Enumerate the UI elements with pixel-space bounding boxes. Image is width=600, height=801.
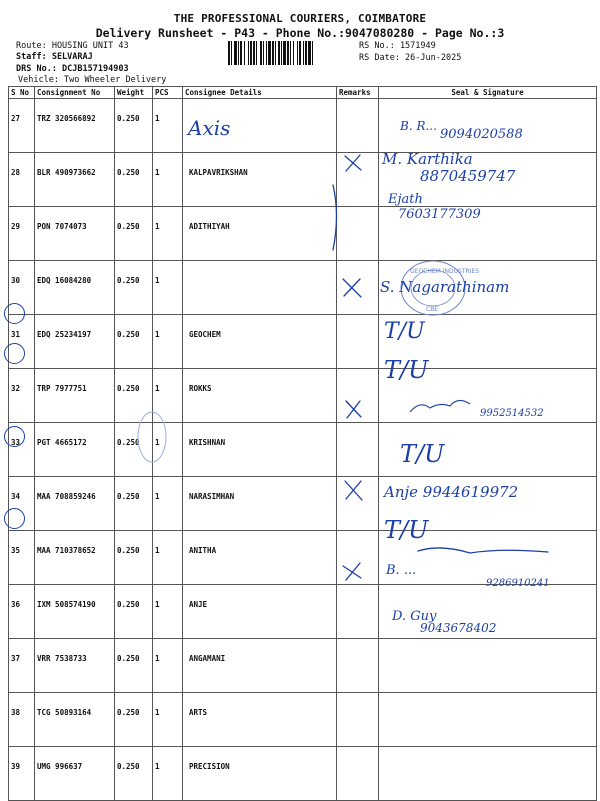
remarks-cell bbox=[337, 315, 379, 369]
row-circle-mark bbox=[4, 303, 25, 324]
column-header: Weight bbox=[115, 87, 153, 99]
consignee-cell: KRISHNAN bbox=[183, 423, 337, 477]
consignment-number-cell: TRP 7977751 bbox=[35, 369, 115, 423]
pieces-cell: 1 bbox=[153, 531, 183, 585]
consignee-cell bbox=[183, 99, 337, 153]
vehicle-label: Vehicle: Two Wheeler Delivery bbox=[18, 75, 167, 85]
consignment-number-cell: TCG 50893164 bbox=[35, 693, 115, 747]
serial-number-cell: 37 bbox=[9, 639, 35, 693]
weight-cell: 0.250 bbox=[115, 639, 153, 693]
handwritten-signature: Ejath bbox=[388, 192, 423, 207]
remarks-cell bbox=[337, 693, 379, 747]
handwritten-signature: T/U bbox=[384, 356, 429, 384]
drs-label: DRS No.: DCJB157194903 bbox=[16, 64, 129, 74]
consignee-cell: ROKKS bbox=[183, 369, 337, 423]
table-row bbox=[9, 477, 597, 531]
weight-cell: 0.250 bbox=[115, 207, 153, 261]
handwritten-phone: 9043678402 bbox=[420, 621, 497, 635]
signature-cell bbox=[379, 693, 597, 747]
serial-number-cell: 28 bbox=[9, 153, 35, 207]
table-header-row bbox=[9, 87, 597, 99]
table-row bbox=[9, 207, 597, 261]
consignee-cell: ADITHIYAH bbox=[183, 207, 337, 261]
serial-number-cell: 36 bbox=[9, 585, 35, 639]
signature-cell bbox=[379, 531, 597, 585]
table-row bbox=[9, 261, 597, 315]
consignment-number-cell: MAA 708859246 bbox=[35, 477, 115, 531]
consignment-number-cell: VRR 7538733 bbox=[35, 639, 115, 693]
table-row bbox=[9, 531, 597, 585]
consignment-number-cell: MAA 710378652 bbox=[35, 531, 115, 585]
column-header: PCS bbox=[153, 87, 183, 99]
remarks-cell bbox=[337, 531, 379, 585]
remarks-cell bbox=[337, 639, 379, 693]
rs-number: RS No.: 1571949 bbox=[359, 41, 436, 51]
handwritten-signature: B. R... bbox=[400, 119, 437, 133]
signature-cell bbox=[379, 639, 597, 693]
consignee-cell: PRECISION bbox=[183, 747, 337, 801]
serial-number-cell: 39 bbox=[9, 747, 35, 801]
rs-date: RS Date: 26-Jun-2025 bbox=[359, 53, 462, 63]
signature-cell bbox=[379, 369, 597, 423]
serial-number-cell: 32 bbox=[9, 369, 35, 423]
consignment-number-cell: PON 7074073 bbox=[35, 207, 115, 261]
remarks-cell bbox=[337, 585, 379, 639]
pieces-cell: 1 bbox=[153, 315, 183, 369]
pieces-cell: 1 bbox=[153, 423, 183, 477]
consignee-cell: ANJE bbox=[183, 585, 337, 639]
handwritten-phone: 9286910241 bbox=[486, 578, 550, 589]
stamp-text: GEOCHEM INDUSTRIES bbox=[410, 268, 480, 275]
row-circle-mark bbox=[4, 508, 25, 529]
serial-number-cell: 38 bbox=[9, 693, 35, 747]
pieces-cell: 1 bbox=[153, 207, 183, 261]
signature-cell bbox=[379, 153, 597, 207]
consignment-number-cell: PGT 4665172 bbox=[35, 423, 115, 477]
signature-cell bbox=[379, 207, 597, 261]
column-header: Consignment No bbox=[35, 87, 115, 99]
table-row bbox=[9, 423, 597, 477]
handwritten-signature: T/U bbox=[384, 516, 429, 544]
consignee-cell: KALPAVRIKSHAN bbox=[183, 153, 337, 207]
consignment-number-cell: TRZ 320566892 bbox=[35, 99, 115, 153]
runsheet-title: Delivery Runsheet - P43 - Phone No.:9047080280 - Page No.:3 bbox=[95, 26, 505, 40]
stamp-text: CBE bbox=[426, 306, 439, 313]
consignment-number-cell: EDQ 25234197 bbox=[35, 315, 115, 369]
column-header: S No bbox=[9, 87, 35, 99]
route-label: Route: HOUSING UNIT 43 bbox=[16, 41, 129, 51]
signature-cell bbox=[379, 423, 597, 477]
consignment-number-cell: UMG 996637 bbox=[35, 747, 115, 801]
handwritten-signature: T/U bbox=[400, 440, 445, 468]
table-row bbox=[9, 747, 597, 801]
table-row bbox=[9, 639, 597, 693]
pieces-cell: 1 bbox=[153, 99, 183, 153]
table-row bbox=[9, 315, 597, 369]
serial-number-cell: 29 bbox=[9, 207, 35, 261]
handwritten-phone: 9952514532 bbox=[480, 408, 544, 419]
weight-cell: 0.250 bbox=[115, 315, 153, 369]
row-circle-mark bbox=[4, 426, 25, 447]
remarks-cell bbox=[337, 369, 379, 423]
staff-label: Staff: SELVARAJ bbox=[16, 52, 93, 62]
consignee-cell: ANGAMANI bbox=[183, 639, 337, 693]
pieces-cell: 1 bbox=[153, 477, 183, 531]
weight-cell: 0.250 bbox=[115, 153, 153, 207]
weight-cell: 0.250 bbox=[115, 99, 153, 153]
remarks-cell bbox=[337, 477, 379, 531]
table-row bbox=[9, 585, 597, 639]
remarks-cell bbox=[337, 747, 379, 801]
handwritten-phone: 8870459747 bbox=[420, 167, 516, 185]
handwritten-signature: D. Guy bbox=[392, 609, 437, 624]
handwritten-phone: 9094020588 bbox=[440, 127, 523, 142]
weight-cell: 0.250 bbox=[115, 693, 153, 747]
barcode bbox=[228, 41, 354, 65]
remarks-cell bbox=[337, 261, 379, 315]
remarks-cell bbox=[337, 99, 379, 153]
handwritten-signature: M. Karthika bbox=[382, 150, 473, 168]
signature-cell bbox=[379, 585, 597, 639]
weight-cell: 0.250 bbox=[115, 747, 153, 801]
weight-cell: 0.250 bbox=[115, 477, 153, 531]
consignee-cell: GEOCHEM bbox=[183, 315, 337, 369]
handwritten-signature: T/U bbox=[384, 319, 425, 344]
company-title: THE PROFESSIONAL COURIERS, COIMBATORE bbox=[173, 12, 427, 25]
pieces-cell: 1 bbox=[153, 261, 183, 315]
handwritten-signature: Anje 9944619972 bbox=[384, 483, 519, 501]
consignee-cell: NARASIMHAN bbox=[183, 477, 337, 531]
weight-cell: 0.250 bbox=[115, 531, 153, 585]
row-circle-mark bbox=[4, 343, 25, 364]
serial-number-cell: 27 bbox=[9, 99, 35, 153]
handwritten-phone: 7603177309 bbox=[398, 207, 481, 222]
remarks-cell bbox=[337, 423, 379, 477]
remarks-cell bbox=[337, 153, 379, 207]
serial-number-cell: 34 bbox=[9, 477, 35, 531]
signature-cell bbox=[379, 261, 597, 315]
handwritten-signature: B. ... bbox=[386, 563, 417, 578]
table-row bbox=[9, 153, 597, 207]
consignment-number-cell: EDQ 16084280 bbox=[35, 261, 115, 315]
column-header: Consignee Details bbox=[183, 87, 337, 99]
serial-number-cell: 30 bbox=[9, 261, 35, 315]
handwritten-signature: S. Nagarathinam bbox=[380, 278, 510, 296]
signature-cell bbox=[379, 477, 597, 531]
table-row bbox=[9, 99, 597, 153]
runsheet-table bbox=[8, 86, 597, 801]
pieces-cell: 1 bbox=[153, 639, 183, 693]
signature-cell bbox=[379, 315, 597, 369]
serial-number-cell: 33 bbox=[9, 423, 35, 477]
serial-number-cell: 31 bbox=[9, 315, 35, 369]
table-row bbox=[9, 693, 597, 747]
pieces-cell: 1 bbox=[153, 747, 183, 801]
weight-cell: 0.250 bbox=[115, 369, 153, 423]
consignment-number-cell: BLR 490973662 bbox=[35, 153, 115, 207]
signature-cell bbox=[379, 99, 597, 153]
consignee-cell: ANITHA bbox=[183, 531, 337, 585]
consignment-number-cell: IXM 508574190 bbox=[35, 585, 115, 639]
pieces-cell: 1 bbox=[153, 585, 183, 639]
weight-cell: 0.250 bbox=[115, 585, 153, 639]
consignee-cell: ARTS bbox=[183, 693, 337, 747]
consignee-cell bbox=[183, 261, 337, 315]
remarks-cell bbox=[337, 207, 379, 261]
pieces-cell: 1 bbox=[153, 693, 183, 747]
column-header: Remarks bbox=[337, 87, 379, 99]
handwritten-consignee: Axis bbox=[188, 116, 231, 140]
table-row bbox=[9, 369, 597, 423]
weight-cell: 0.250 bbox=[115, 261, 153, 315]
pieces-cell: 1 bbox=[153, 369, 183, 423]
signature-cell bbox=[379, 747, 597, 801]
weight-cell: 0.250 bbox=[115, 423, 153, 477]
column-header: Seal & Signature bbox=[379, 87, 597, 99]
pieces-cell: 1 bbox=[153, 153, 183, 207]
serial-number-cell: 35 bbox=[9, 531, 35, 585]
